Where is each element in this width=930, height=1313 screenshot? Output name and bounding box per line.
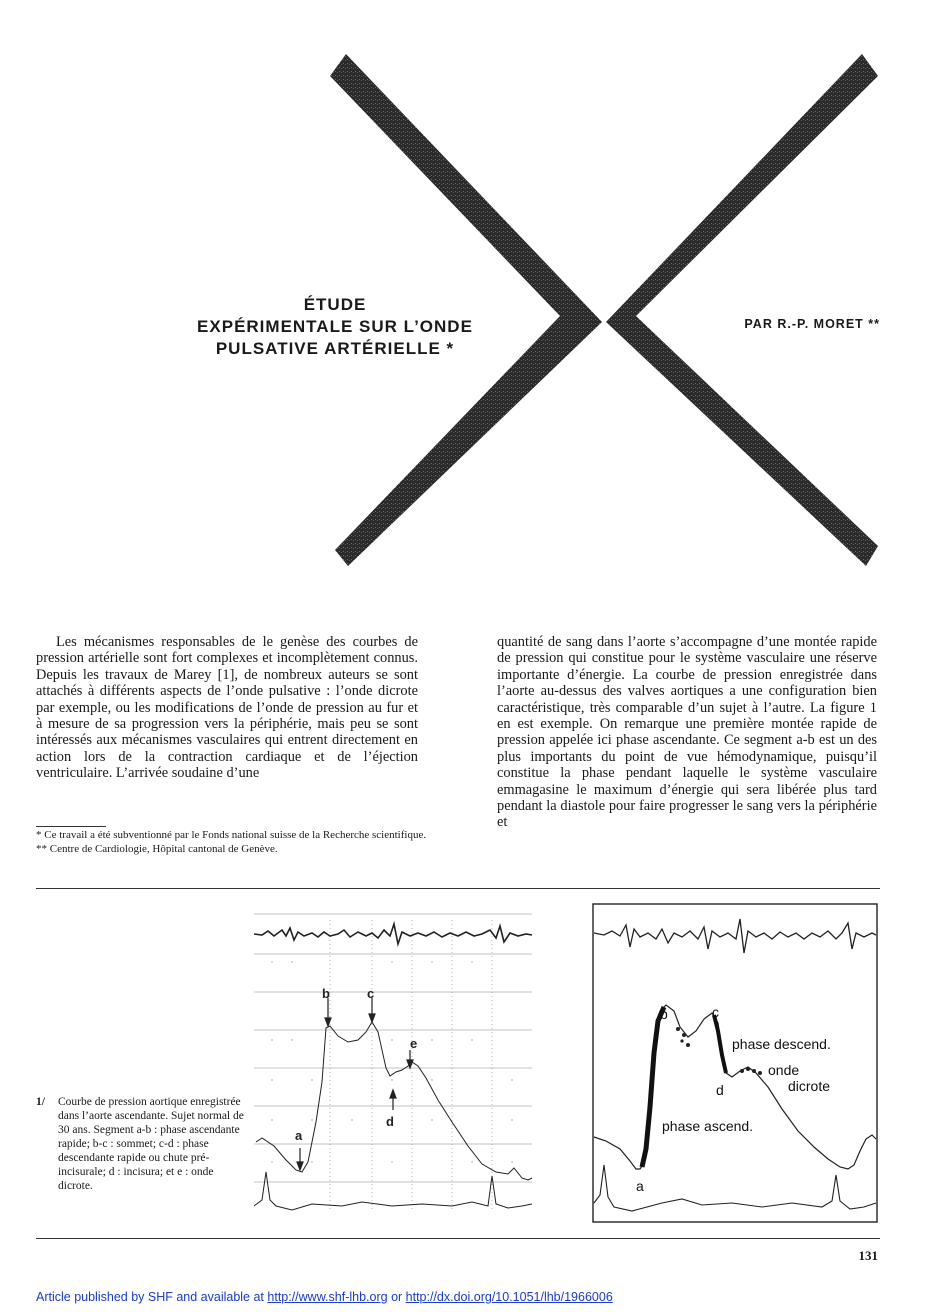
fig2-label-d: d bbox=[716, 1082, 724, 1098]
fig1-label-c: c bbox=[367, 986, 375, 1001]
recording-grid bbox=[254, 914, 532, 1210]
title-line-1: ÉTUDE bbox=[303, 295, 367, 314]
paragraph-intro: Les mécanismes responsables de le genèse des courbes de pression artérielle sont fort complexes et incomplètement connus. Depuis les travaux de Marey [1], de nombreux auteurs se sont attachés à différents aspects de l’onde pulsative : l’onde dicrote par exemple, ou les modifications de l’onde de pression au fur et à mesure de sa progression vers la périphérie, mais peu se sont intéressés aux mécanismes vasculaires qui entrent directement en action lors de la contraction cardiaque et de l’éjection ventriculaire. L’arrivée soudaine d’une bbox=[36, 634, 418, 782]
footnote-2: ** Centre de Cardiologie, Hôpital cantonal de Genève. bbox=[36, 842, 278, 855]
footnote-1: * Ce travail a été subventionné par le Fonds national suisse de la Recherche scientifique. bbox=[36, 829, 427, 841]
baseline-trace bbox=[254, 1172, 532, 1210]
figure-caption bbox=[36, 1095, 248, 1193]
body-column-right bbox=[497, 634, 877, 831]
paragraph-continuation: quantité de sang dans l’aorte s’accompagne d’une montée rapide de pression qui constitue pour le système vasculaire une réserve importante d’énergie. La courbe de pression enregistrée dans l’aorte au-dessus des valves aortiques a une configuration bien caractéristique, très comparable d’un sujet à l’autre. La figure 1 en est exemple. On remarque une première montée rapide de pression appelée ici phase ascendante. Ce segment a-b est un des plus importants du point de vue hémodynamique, puisqu’il constitue la phase pendant laquelle le système vasculaire emmagasine le maximum d’énergie qui sera libérée plus tard pendant la diastole pour faire progresser le sang vers la périphérie et bbox=[497, 634, 877, 831]
fig1-label-a: a bbox=[295, 1128, 303, 1143]
figure-1-pressure-recording bbox=[252, 900, 534, 1230]
fig1-label-b: b bbox=[322, 986, 330, 1001]
ecg-trace bbox=[254, 924, 532, 944]
page-number: 131 bbox=[858, 1248, 878, 1263]
section-divider-bottom bbox=[36, 1238, 880, 1239]
fig1-label-e: e bbox=[410, 1036, 418, 1051]
footnotes bbox=[36, 829, 427, 856]
title-line-3: PULSATIVE ARTÉRIELLE * bbox=[215, 339, 455, 358]
publication-footer bbox=[36, 1290, 916, 1304]
recording-dot-grid bbox=[271, 961, 512, 1162]
figure-1-annotated-schematic bbox=[592, 903, 878, 1223]
fig1-label-d: d bbox=[386, 1114, 394, 1129]
footnote-divider bbox=[36, 826, 106, 827]
footer-link-shf[interactable]: http://www.shf-lhb.org bbox=[267, 1290, 388, 1304]
author-byline: PAR R.-P. MORET ** bbox=[744, 317, 880, 331]
article-title bbox=[120, 294, 550, 360]
section-divider-top bbox=[36, 888, 880, 889]
fig2-label-phase-descend: phase descend. bbox=[732, 1036, 831, 1052]
fig2-label-dicrote: dicrote bbox=[788, 1078, 831, 1094]
phase-ascend-thick-segment bbox=[642, 1007, 664, 1167]
figure-frame bbox=[593, 904, 877, 1222]
footer-link-doi[interactable]: http://dx.doi.org/10.1051/lhb/1966006 bbox=[405, 1290, 613, 1304]
fig2-label-onde: onde bbox=[768, 1062, 800, 1078]
fig2-label-phase-ascend: phase ascend. bbox=[662, 1118, 754, 1134]
body-column-left bbox=[36, 634, 418, 782]
fig2-label-c: c bbox=[712, 1004, 719, 1020]
fig2-label-b: b bbox=[660, 1006, 668, 1022]
caption-number: 1/ bbox=[36, 1096, 45, 1108]
pressure-curve-schematic bbox=[594, 1005, 876, 1169]
footer-middle: or bbox=[387, 1290, 406, 1304]
x-stroke-right bbox=[606, 54, 878, 566]
aortic-pressure-trace bbox=[256, 1022, 532, 1180]
footer-prefix: Article published by SHF and available at bbox=[36, 1290, 268, 1304]
phase-descend-thick-segment bbox=[714, 1015, 726, 1073]
fig2-label-a: a bbox=[636, 1178, 644, 1194]
title-line-2: EXPÉRIMENTALE SUR L’ONDE bbox=[197, 317, 473, 336]
ecg-trace-schematic bbox=[594, 919, 876, 953]
caption-text: Courbe de pression aortique enregistrée dans l’aorte ascendante. Sujet normal de 30 ans. Segment a-b : phase ascendante rapide; b-c : sommet; c-d : phase descendante rapide ou chute pré-incisurale; d : incisura; et e : onde dicrote. bbox=[58, 1096, 244, 1192]
